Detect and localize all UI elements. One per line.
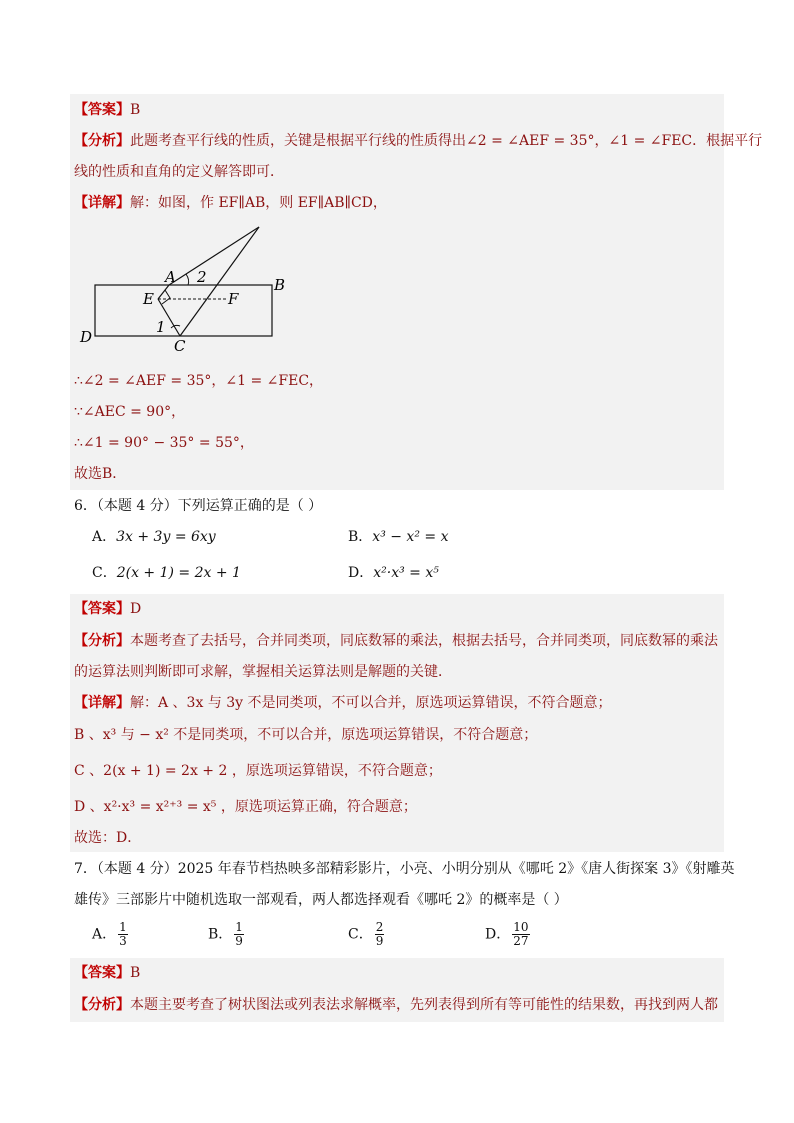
line-top-c [180, 227, 259, 336]
q6-stem: 6．（本题 4 分）下列运算正确的是（ ） [74, 498, 323, 514]
q5-step1: ∴∠2 = ∠AEF = 35°，∠1 = ∠FEC， [74, 373, 324, 389]
q7-stem-line2: 雄传》三部影片中随机选取一部观看，两人都选择观看《哪吒 2》的概率是（ ） [74, 892, 568, 908]
q7-option-d [485, 921, 530, 948]
analysis-tag: 【分析】 [74, 133, 130, 149]
q6-analysis-line2: 的运算法则判断即可求解，掌握相关运算法则是解题的关键． [74, 664, 452, 680]
q6-option-d [348, 563, 439, 583]
numerator: 1 [235, 920, 243, 934]
denominator: 9 [375, 934, 384, 948]
analysis-text: 本题主要考查了树状图法或列表法求解概率，先列表得到所有等可能性的结果数，再找到两人都 [130, 997, 718, 1013]
option-text: 2(x + 1) = 2x + 1 [116, 565, 241, 581]
denominator: 3 [119, 934, 127, 948]
analysis-text: 此题考查平行线的性质，关键是根据平行线的性质得出∠2 = ∠AEF = 35°，∠1 = ∠FEC．根据平行 [130, 133, 763, 149]
q6-option-c [92, 563, 241, 583]
parallel-strip [95, 285, 272, 336]
label-2: 2 [197, 268, 207, 286]
numerator: 2 [375, 920, 384, 934]
q7-stem-line1: 7．（本题 4 分）2025 年春节档热映多部精彩影片，小亮、小明分别从《哪吒 2》《唐人街探案 3》《射雕英 [74, 861, 735, 877]
q5-detail-line1 [74, 193, 387, 213]
q5-step2: ∵∠AEC = 90°， [74, 404, 186, 420]
option-text: x³ − x² = x [372, 529, 449, 545]
fraction [118, 921, 128, 948]
label-b: B [274, 276, 286, 294]
q6-option-a [92, 527, 216, 547]
q6-detail-line4: D 、x²·x³ = x²⁺³ = x⁵ ，原选项运算正确，符合题意； [74, 799, 417, 815]
label-1: 1 [156, 318, 166, 336]
q7-answer-line [74, 963, 140, 983]
label-e: E [143, 290, 154, 308]
q6-detail-line1 [74, 693, 612, 713]
detail-text: 解：如图，作 EF∥AB，则 EF∥AB∥CD， [130, 195, 387, 211]
q5-analysis-line2: 线的性质和直角的定义解答即可． [74, 164, 284, 180]
answer-tag: 【答案】 [74, 965, 130, 981]
line-a-e [158, 285, 169, 299]
q5-answer-line [74, 100, 140, 120]
q7-analysis-line1 [74, 995, 718, 1015]
option-text: 3x + 3y = 6xy [116, 529, 216, 545]
q6-analysis-line1 [74, 631, 718, 651]
answer-tag: 【答案】 [74, 601, 130, 617]
q5-conclusion: 故选B． [74, 466, 127, 482]
label-c: C [174, 337, 186, 355]
fraction [512, 921, 529, 948]
answer-tag: 【答案】 [74, 102, 130, 118]
numerator: 1 [119, 920, 127, 934]
option-label: B． [348, 529, 373, 545]
detail-tag: 【详解】 [74, 695, 130, 711]
denominator: 9 [235, 934, 243, 948]
detail-tag: 【详解】 [74, 195, 130, 211]
analysis-text: 本题考查了去括号，合并同类项，同底数幂的乘法，根据去括号，合并同类项，同底数幂的乘法 [130, 633, 718, 649]
geometry-figure [76, 224, 290, 356]
fraction [375, 921, 385, 948]
option-label: D． [348, 565, 374, 581]
q6-detail-line3: C 、2(x + 1) = 2x + 2 ，原选项运算错误，不符合题意； [74, 763, 442, 779]
option-label: C． [92, 565, 117, 581]
detail-text: 解：A 、3x 与 3y 不是同类项，不可以合并，原选项运算错误，不符合题意； [130, 695, 612, 711]
analysis-tag: 【分析】 [74, 633, 130, 649]
label-d: D [80, 328, 93, 346]
q7-option-a [92, 921, 128, 948]
answer-value: B [130, 965, 141, 981]
option-label: B． [208, 926, 233, 943]
label-f: F [228, 290, 239, 308]
q6-conclusion: 故选：D． [74, 830, 142, 846]
option-label: C． [348, 926, 373, 943]
q6-option-b [348, 527, 448, 547]
q6-detail-line2: B 、x³ 与 − x² 不是同类项，不可以合并，原选项运算错误，不符合题意； [74, 727, 538, 743]
option-text: x²·x³ = x⁵ [373, 565, 439, 581]
option-label: A． [92, 926, 117, 943]
analysis-tag: 【分析】 [74, 997, 130, 1013]
fraction [234, 921, 244, 948]
numerator: 10 [513, 920, 529, 934]
line-a-top [169, 227, 259, 285]
q6-answer-line [74, 599, 141, 619]
answer-value: D [130, 601, 142, 617]
option-label: D． [485, 926, 511, 943]
q7-option-c [348, 921, 384, 948]
q7-option-b [208, 921, 244, 948]
denominator: 27 [513, 934, 529, 948]
option-label: A． [92, 529, 117, 545]
label-a: A [165, 268, 176, 286]
q5-step3: ∴∠1 = 90° − 35° = 55°， [74, 435, 254, 451]
q5-analysis-line1 [74, 131, 762, 151]
answer-value: B [130, 102, 141, 118]
angle-2-arc [186, 274, 189, 285]
